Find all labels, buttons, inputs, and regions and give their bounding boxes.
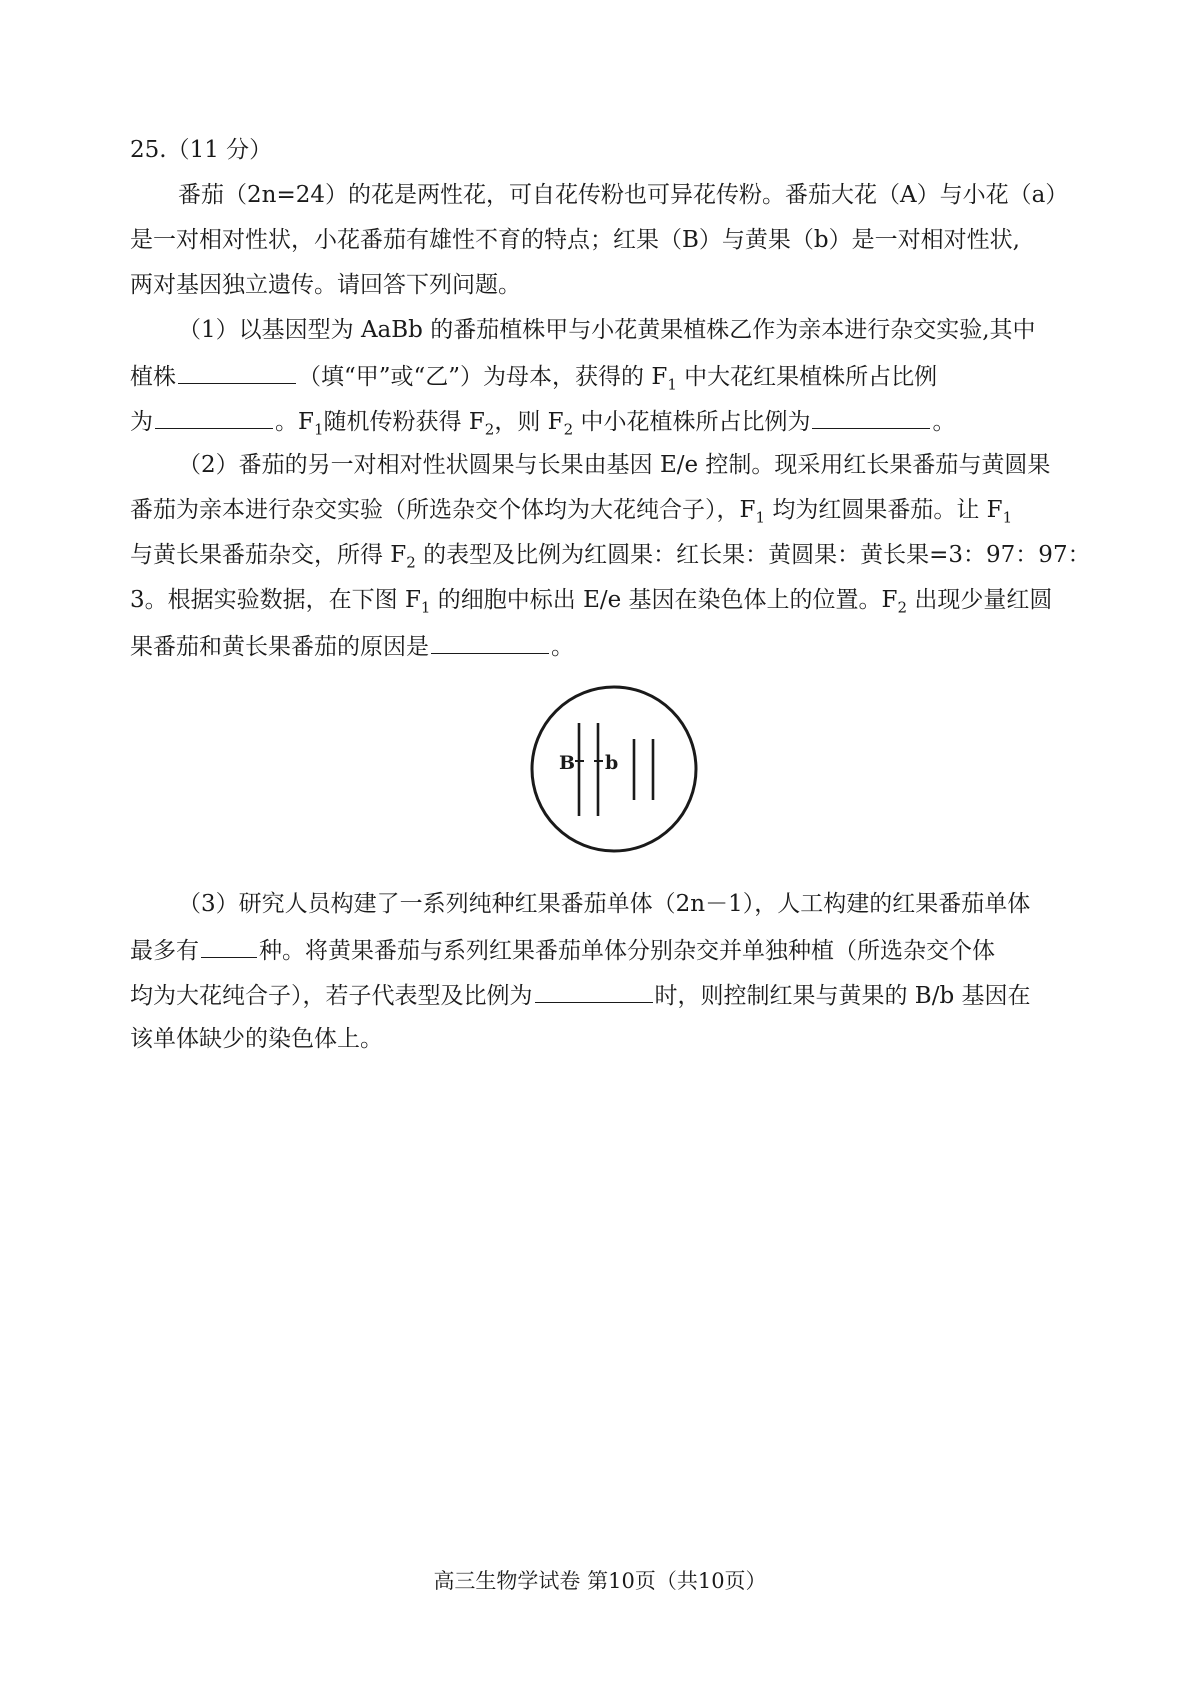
subscript: 2 — [897, 598, 908, 617]
part1-line-2 — [130, 353, 1090, 398]
part3-line-4: 该单体缺少的染色体上。 — [130, 1026, 383, 1052]
label-b-upper: B — [559, 752, 576, 774]
answer-blank-1[interactable] — [178, 353, 296, 384]
part1-text: ，则 F — [494, 409, 564, 435]
part2-line-5 — [130, 623, 1090, 668]
part1-text: 中小花植株所占比例为 — [573, 409, 811, 435]
part2-line-2 — [130, 488, 1090, 533]
part3-text: 最多有 — [130, 938, 199, 964]
part2-text: 的细胞中标出 E/e 基因在染色体上的位置。F — [430, 587, 898, 613]
part2-line-4 — [130, 578, 1090, 623]
part1-text: 。F — [275, 409, 314, 435]
part2-line-3 — [130, 533, 1090, 578]
part3-text: 均为大花纯合子），若子代表型及比例为 — [130, 983, 533, 1009]
subscript: 2 — [563, 420, 574, 439]
part3-line-1: （3）研究人员构建了一系列纯种红果番茄单体（2n－1），人工构建的红果番茄单体 — [178, 891, 1031, 917]
part2-text: 出现少量红圆 — [907, 587, 1053, 613]
intro-line-3: 两对基因独立遗传。请回答下列问题。 — [130, 272, 521, 298]
intro-line-1: 番茄（2n=24）的花是两性花，可自花传粉也可异花传粉。番茄大花（A）与小花（a） — [178, 182, 1069, 208]
part3-text: 种。将黄果番茄与系列红果番茄单体分别杂交并单独种植（所选杂交个体 — [259, 938, 995, 964]
question-25 — [130, 128, 1090, 668]
part3-line-3 — [130, 972, 1090, 1017]
answer-blank-6[interactable] — [535, 972, 653, 1003]
subscript: 1 — [420, 598, 431, 617]
subscript: 2 — [484, 420, 495, 439]
part1-line-1: （1）以基因型为 AaBb 的番茄植株甲与小花黄果植株乙作为亲本进行杂交实验,其中 — [178, 317, 1036, 343]
part2-line-1: （2）番茄的另一对相对性状圆果与长果由基因 E/e 控制。现采用红长果番茄与黄圆果 — [178, 452, 1051, 478]
subscript: 1 — [667, 375, 677, 394]
subscript: 1 — [1002, 508, 1013, 527]
part1-text: 为 — [130, 409, 153, 435]
part1-text: 随机传粉获得 F — [323, 409, 485, 435]
part3-text: 时，则控制红果与黄果的 B/b 基因在 — [654, 983, 1031, 1009]
part2-text: 果番茄和黄长果番茄的原因是 — [130, 634, 429, 660]
part2-text: 3。根据实验数据，在下图 F — [130, 587, 421, 613]
part2-text: 均为红圆果番茄。让 F — [765, 497, 1003, 523]
part1-text: 。 — [932, 409, 956, 435]
part1-line-3 — [130, 398, 1090, 443]
answer-blank-5[interactable] — [201, 927, 257, 958]
question-score: （11 分） — [166, 137, 273, 163]
part2-text: 番茄为亲本进行杂交实验（所选杂交个体均为大花纯合子），F — [130, 497, 756, 523]
subscript: 1 — [755, 508, 766, 527]
part1-text: （填“甲”或“乙”）为母本，获得的 F — [298, 364, 668, 390]
subscript: 2 — [406, 553, 416, 572]
page-footer: 高三生物学试卷 第10页（共10页） — [433, 1569, 767, 1593]
part3-line-2 — [130, 927, 1090, 972]
intro-line-2: 是一对相对性状，小花番茄有雄性不育的特点；红果（B）与黄果（b）是一对相对性状, — [130, 227, 1020, 253]
cell-chromosome-diagram[interactable] — [528, 683, 700, 855]
question-25-part3 — [130, 882, 1090, 1062]
part1-text: 中大花红果植株所占比例 — [676, 364, 938, 390]
question-header — [130, 128, 1090, 173]
part2-text: 与黄长果番茄杂交，所得 F — [130, 542, 407, 568]
answer-blank-2[interactable] — [155, 398, 273, 429]
answer-blank-4[interactable] — [431, 623, 549, 654]
part1-text: 植株 — [130, 364, 176, 390]
question-number: 25. — [130, 137, 167, 163]
part2-text: 的表型及比例为红圆果：红长果：黄圆果：黄长果=3：97：97： — [415, 542, 1091, 568]
label-b-lower: b — [605, 752, 619, 774]
answer-blank-3[interactable] — [812, 398, 930, 429]
subscript: 1 — [313, 420, 324, 439]
part2-text: 。 — [551, 634, 574, 660]
